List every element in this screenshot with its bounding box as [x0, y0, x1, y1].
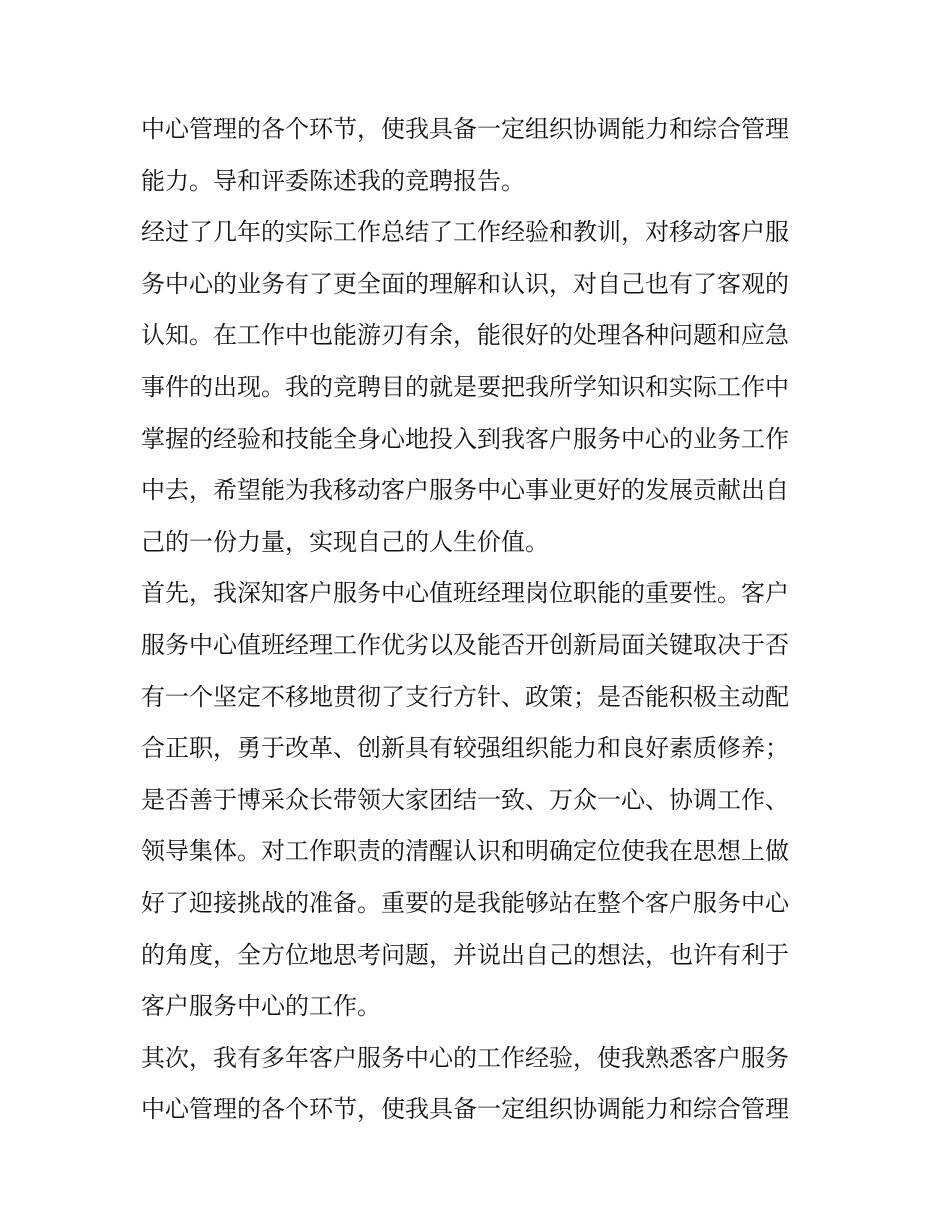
text-line: 的角度，全方位地思考问题，并说出自己的想法，也许有利于: [141, 940, 789, 969]
text-line: 能力。导和评委陈述我的竞聘报告。: [141, 166, 525, 195]
text-line: 己的一份力量，实现自己的人生价值。: [141, 527, 549, 556]
text-line: 是否善于博采众长带领大家团结一致、万众一心、协调工作、: [141, 785, 789, 814]
text-line: 经过了几年的实际工作总结了工作经验和教训，对移动客户服: [141, 218, 789, 247]
text-line: 首先，我深知客户服务中心值班经理岗位职能的重要性。客户: [141, 579, 789, 608]
text-line: 掌握的经验和技能全身心地投入到我客户服务中心的业务工作: [141, 424, 789, 453]
text-line: 其次，我有多年客户服务中心的工作经验，使我熟悉客户服务: [141, 1043, 789, 1072]
text-line: 合正职，勇于改革、创新具有较强组织能力和良好素质修养；: [141, 734, 789, 763]
text-line: 有一个坚定不移地贯彻了支行方针、政策；是否能积极主动配: [141, 682, 789, 711]
document-body: [141, 104, 813, 1136]
text-line: 认知。在工作中也能游刃有余，能很好的处理各种问题和应急: [141, 321, 789, 350]
text-line: 领导集体。对工作职责的清醒认识和明确定位使我在思想上做: [141, 837, 789, 866]
text-line: 好了迎接挑战的准备。重要的是我能够站在整个客户服务中心: [141, 888, 789, 917]
text-line: 务中心的业务有了更全面的理解和认识，对自己也有了客观的: [141, 269, 789, 298]
text-line: 服务中心值班经理工作优劣以及能否开创新局面关键取决于否: [141, 630, 789, 659]
text-line: 事件的出现。我的竞聘目的就是要把我所学知识和实际工作中: [141, 372, 789, 401]
text-line: 客户服务中心的工作。: [141, 992, 381, 1021]
text-line: 中心管理的各个环节，使我具备一定组织协调能力和综合管理: [141, 115, 789, 143]
text-line: 中心管理的各个环节，使我具备一定组织协调能力和综合管理: [141, 1095, 789, 1124]
text-line: 中去，希望能为我移动客户服务中心事业更好的发展贡献出自: [141, 476, 789, 505]
